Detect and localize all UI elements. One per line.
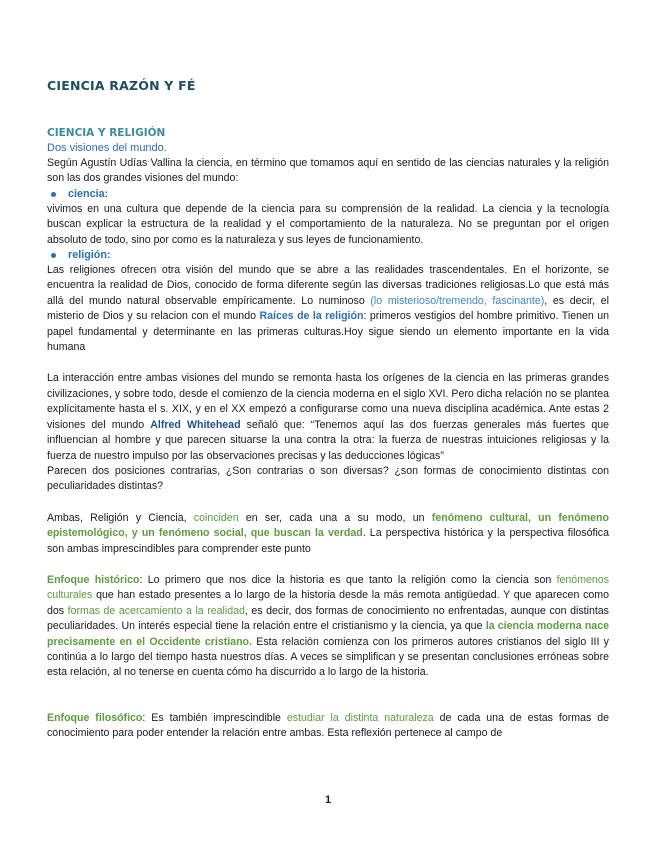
interaccion-text-c: señaló que: “Tenemos aquí las dos fuerzas generales más fuertes que influencian al hombre y que parecen situarse la una contra la otra: la fuerza de nuestras intuiciones religiosas y la fuerza de nuestro impulso por las observaciones precisas y las deducciones lógicas” <box>47 418 610 462</box>
enfoque-filosofico-label: Enfoque filosófico <box>47 711 143 724</box>
historico-text-d: que han estado presentes a lo largo de la historia desde la más remota antigüedad. Y que aparecen como dos <box>47 589 609 617</box>
fenomenos-culturales-highlight: fenómenos culturales <box>47 573 609 602</box>
historico-paragraph <box>47 573 609 681</box>
section-heading: CIENCIA Y RELIGIÓN <box>47 127 166 139</box>
bullet-dot-icon <box>51 192 56 197</box>
religion-paragraph <box>47 263 609 355</box>
bullet-ciencia <box>51 187 609 202</box>
estudiar-naturaleza-highlight: estudiar la distinta naturaleza <box>286 711 434 724</box>
section-subheading: Dos visiones del mundo. <box>47 142 167 154</box>
fenomeno-highlight: fenómeno cultural, un fenómeno epistemológico, y un fenómeno social, que buscan la verdad <box>47 511 609 540</box>
document-title: CIENCIA RAZÓN Y FÉ <box>47 78 196 93</box>
enfoque-historico-label: Enfoque histórico <box>47 573 140 586</box>
historico-text-b: : Lo primero que nos dice la historia es que tanto la religión como la ciencia son <box>139 573 557 586</box>
page-number: 1 <box>324 794 332 806</box>
bullet-religion <box>51 248 609 263</box>
ciencia-paragraph: vivimos en una cultura que depende de la ciencia para su comprensión de la realidad. La ciencia y la tecnología buscan explicar la estructura de la realidad y el comportamiento de la naturaleza. No se preguntan por el origen absoluto de todo, sino por como es la naturaleza y sus leyes de funcionamiento. <box>47 202 609 246</box>
ambas-text-c: en ser, cada una a su modo, un <box>238 511 432 524</box>
ambas-text-e: . La perspectiva histórica y la perspectiva filosófica son ambas imprescindibles para comprender este punto <box>47 527 609 555</box>
formas-acercamiento-highlight: formas de acercamiento a la realidad <box>67 604 245 617</box>
raices-label: Raíces de la religión <box>259 310 364 323</box>
filosofico-text-b: : Es también imprescindible <box>142 711 287 724</box>
historico-text-h: Esta relación comienza con los primeros autores cristianos del siglo III y continúa a lo largo del tiempo hasta nuestros días. A veces se simplifican y se presentan conclusiones erróneas sobre esta relación, al no tenerse en cuenta cómo ha discurrido a lo largo de la historia. <box>47 635 609 679</box>
ciencia-moderna-highlight: la ciencia moderna nace precisamente en el Occidente cristiano. <box>47 620 609 648</box>
intro-paragraph: Según Agustín Udías Vallina la ciencia, en término que tomamos aquí en sentido de las ciencias naturales y la religión son las dos grandes visiones del mundo: <box>47 157 609 185</box>
ambas-text-a: Ambas, Religión y Ciencia, <box>47 511 194 524</box>
historico-text-f: , es decir, dos formas de conocimiento no enfrentadas, aunque con distintas peculiaridades. Un interés especial tiene la relación entre el cristianismo y la ciencia, ya que <box>47 604 609 633</box>
interaccion-paragraph <box>47 371 609 463</box>
filosofico-text-d: de cada una de estas formas de conocimiento para poder entender la relación entre ambas. Esta reflexión pertenece al campo de <box>47 711 609 740</box>
filosofico-paragraph <box>47 711 609 742</box>
bullet-religion-label: religión: <box>68 249 111 262</box>
ambas-paragraph <box>47 511 609 557</box>
pregunta-paragraph: Parecen dos posiciones contrarias, ¿Son contrarias o son diversas? ¿son formas de conocimiento distintas con peculiaridades distintas? <box>47 464 609 493</box>
interaccion-text-a: La interacción entre ambas visiones del mundo se remonta hasta los orígenes de la ciencia en las primeras grandes civilizaciones, y sobre todo, desde el comienzo de la ciencia moderna en el siglo XVI. Pero dicha relación no se plantea explícitamente hasta el s. XIX, y en el XX empezó a configurarse como una nueva disciplina académica. Ante estas 2 visiones del mundo <box>47 372 609 431</box>
whitehead-name: Alfred Whitehead <box>150 418 241 431</box>
religion-text-e: : primeros vestigios del hombre primitivo. Tienen un papel fundamental y determinante en las primeras culturas.Hoy sigue siendo un elemento importante en la vida humana <box>47 310 610 354</box>
religion-text-c: , es decir, el misterio de Dios y su relacion con el mundo <box>47 294 609 323</box>
bullet-ciencia-label: ciencia: <box>68 187 109 200</box>
religion-text-a: Las religiones ofrecen otra visión del mundo que se abre a las realidades trascendentales. En el horizonte, se encuentra la realidad de Dios, conocido de forma diferente según las diversas tradiciones religiosas.Lo que está más allá del mundo natural observable empíricamente. Lo numinoso <box>47 264 609 307</box>
coinciden-highlight: coinciden <box>193 511 239 524</box>
bullet-dot-icon <box>51 253 56 258</box>
document-body <box>47 126 609 742</box>
numinoso-note: (lo misterioso/tremendo, fascinante) <box>370 294 545 307</box>
